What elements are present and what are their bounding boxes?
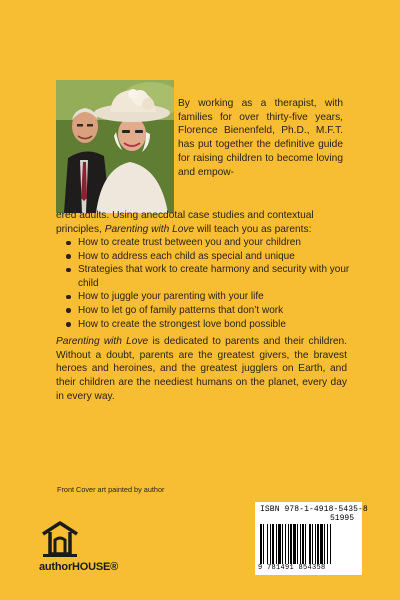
barcode-bar bbox=[290, 524, 292, 564]
barcode-digits: 9 781491 854358 bbox=[258, 564, 326, 572]
house-book-logo-icon bbox=[40, 520, 112, 558]
cover-art-credit: Front Cover art painted by author bbox=[57, 485, 165, 494]
barcode-bar bbox=[305, 524, 306, 564]
barcode-bar bbox=[315, 524, 316, 564]
barcode-bar bbox=[309, 524, 311, 564]
barcode-bar bbox=[302, 524, 304, 564]
author-photo bbox=[56, 80, 174, 213]
barcode-bar bbox=[272, 524, 274, 564]
barcode-bar bbox=[297, 524, 298, 564]
list-item: Strategies that work to create harmony and security with your child bbox=[64, 263, 354, 290]
barcode-bar bbox=[278, 524, 281, 564]
barcode-bar bbox=[260, 524, 262, 564]
barcode-bar bbox=[312, 524, 313, 564]
barcode-bar bbox=[276, 524, 277, 564]
list-item: How to create the strongest love bond possible bbox=[64, 318, 354, 332]
barcode-bar bbox=[263, 524, 264, 564]
barcode-bar bbox=[282, 524, 283, 564]
list-item: How to juggle your parenting with your life bbox=[64, 290, 354, 304]
price-code: 51995 bbox=[330, 514, 355, 523]
barcode-bar bbox=[324, 524, 325, 564]
barcode-bar bbox=[300, 524, 301, 564]
barcode-bar bbox=[330, 524, 331, 564]
intro-text: By working as a therapist, with families for over thirty-five years, Florence Bienenfeld, Ph.D., M.F.T. has put together the definitive guide for raising children to become loving and empow- bbox=[178, 98, 343, 178]
barcode-bar bbox=[270, 524, 271, 564]
list-item: How to create trust between you and your children bbox=[64, 236, 354, 250]
barcode-bar bbox=[320, 524, 323, 564]
intro-text-continued: ered adults. Using anecdotal case studies and contextual principles, bbox=[56, 210, 314, 235]
publisher-name: authorHOUSE® bbox=[39, 561, 119, 573]
barcode-bars bbox=[260, 524, 357, 564]
benefits-list bbox=[64, 236, 354, 331]
barcode-bar bbox=[317, 524, 319, 564]
barcode-bar bbox=[285, 524, 286, 564]
isbn-number: ISBN 978-1-4918-5435-8 bbox=[260, 505, 368, 514]
barcode-bar bbox=[267, 524, 268, 564]
barcode-bar bbox=[288, 524, 289, 564]
intro-text-end: will teach you as parents: bbox=[194, 223, 312, 235]
intro-paragraph-continued bbox=[56, 209, 347, 236]
book-title: Parenting with Love bbox=[56, 336, 149, 347]
author-photo-image bbox=[56, 80, 174, 213]
intro-paragraph bbox=[178, 97, 343, 179]
list-item: How to let go of family patterns that don’t work bbox=[64, 304, 354, 318]
list-item: How to address each child as special and unique bbox=[64, 250, 354, 264]
closing-text: is dedicated to parents and their children. Without a doubt, parents are the greatest givers, the bravest heroes and heroines, and the greatest jugglers on Earth, and their children are the neediest humans on the planet, every day in every way. bbox=[56, 336, 347, 402]
barcode-bar bbox=[327, 524, 328, 564]
isbn-barcode bbox=[255, 502, 368, 575]
book-title: Parenting with Love bbox=[104, 223, 195, 235]
closing-paragraph bbox=[56, 335, 347, 404]
barcode-bar bbox=[293, 524, 296, 564]
